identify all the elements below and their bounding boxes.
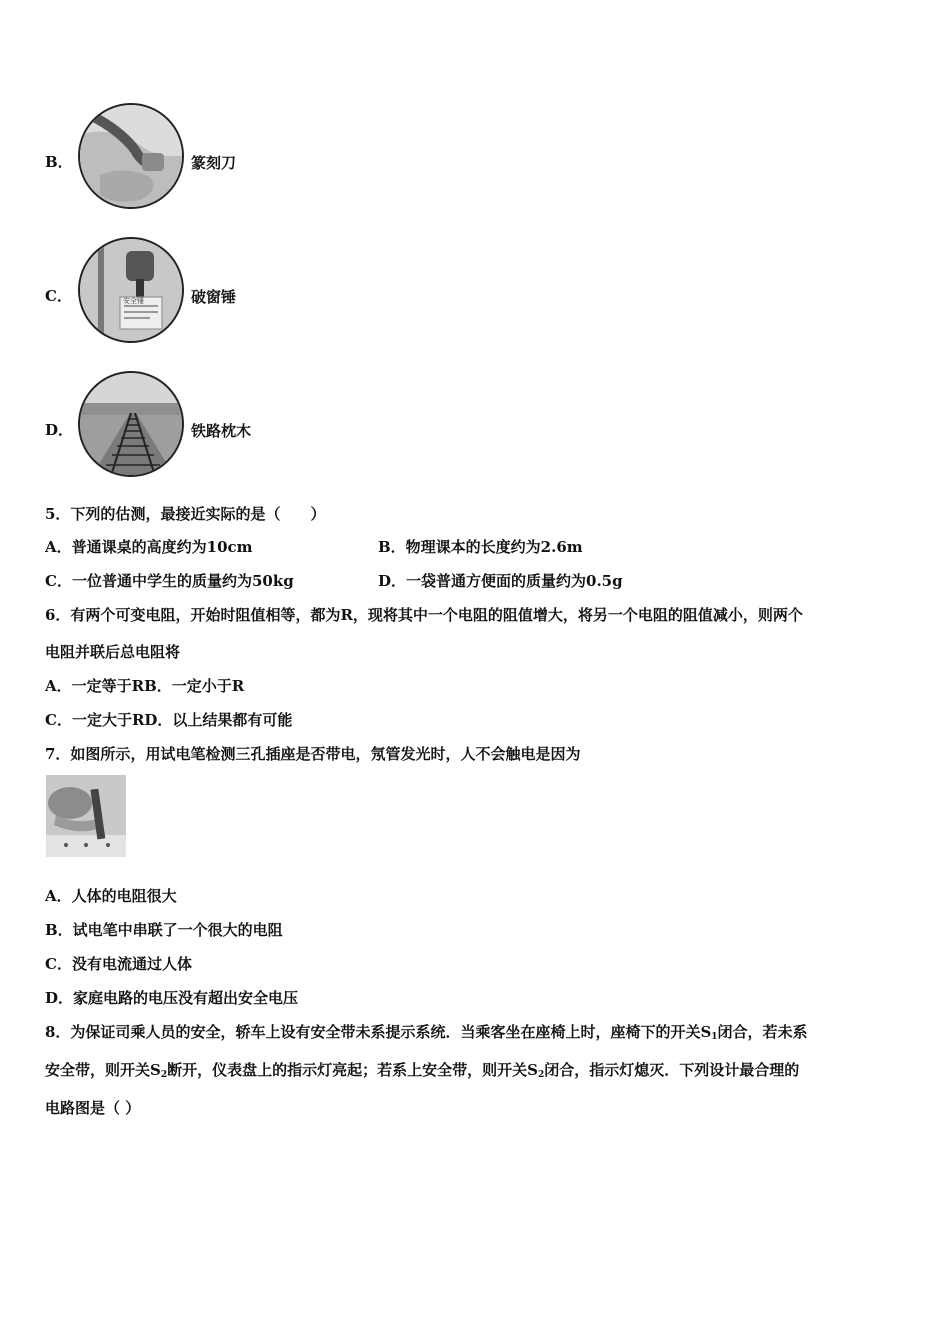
q5-option-d: D．一袋普通方便面的质量约为0.5g bbox=[378, 572, 623, 590]
q8-stem-line1: 8．为保证司乘人员的安全，轿车上设有安全带未系提示系统．当乘客坐在座椅上时，座椅下的开关$S_1$闭合，若未系 bbox=[45, 1023, 808, 1042]
railway-sleepers-photo bbox=[78, 371, 184, 477]
q5-option-b: B．物理课本的长度约为2.6m bbox=[378, 538, 583, 556]
option-c-label: 破窗锤 bbox=[191, 288, 237, 306]
q6-options-cd: C．一定大于RD．以上结果都有可能 bbox=[45, 711, 293, 729]
q6-options-ab: A．一定等于RB．一定小于R bbox=[45, 677, 245, 695]
test-pen-photo bbox=[46, 775, 126, 857]
q7-option-c: C．没有电流通过人体 bbox=[45, 955, 192, 973]
q7-option-b: B．试电笔中串联了一个很大的电阻 bbox=[45, 921, 283, 939]
option-b-letter: B． bbox=[45, 153, 73, 171]
q7-stem: 7．如图所示，用试电笔检测三孔插座是否带电，氖管发光时，人不会触电是因为 bbox=[45, 745, 581, 763]
window-hammer-sign: 安全锤 bbox=[123, 297, 144, 305]
option-d-label: 铁路枕木 bbox=[191, 422, 252, 440]
q8-stem-line3: 电路图是（ ） bbox=[45, 1099, 141, 1117]
q8-stem-line2: 安全带，则开关$S_2$断开，仪表盘上的指示灯亮起；若系上安全带，则开关$S_2$闭合，指示灯熄灭．下列设计最合理的 bbox=[45, 1061, 800, 1080]
window-hammer-photo bbox=[78, 237, 184, 343]
q5-stem: 5．下列的估测，最接近实际的是（ ） bbox=[45, 505, 326, 523]
q6-stem-line1: 6．有两个可变电阻，开始时阻值相等，都为R，现将其中一个电阻的阻值增大，将另一个电阻的阻值减小，则两个 bbox=[45, 606, 803, 624]
q5-option-a: A．普通课桌的高度约为10cm bbox=[45, 538, 253, 556]
q6-stem-line2: 电阻并联后总电阻将 bbox=[45, 643, 181, 661]
option-c-letter: C． bbox=[45, 287, 72, 305]
carving-knife-photo bbox=[78, 103, 184, 209]
option-d-letter: D． bbox=[45, 421, 74, 439]
q7-option-d: D．家庭电路的电压没有超出安全电压 bbox=[45, 989, 299, 1007]
q5-option-c: C．一位普通中学生的质量约为50kg bbox=[45, 572, 294, 590]
option-b-label: 篆刻刀 bbox=[191, 154, 237, 172]
q7-option-a: A．人体的电阻很大 bbox=[45, 887, 177, 905]
